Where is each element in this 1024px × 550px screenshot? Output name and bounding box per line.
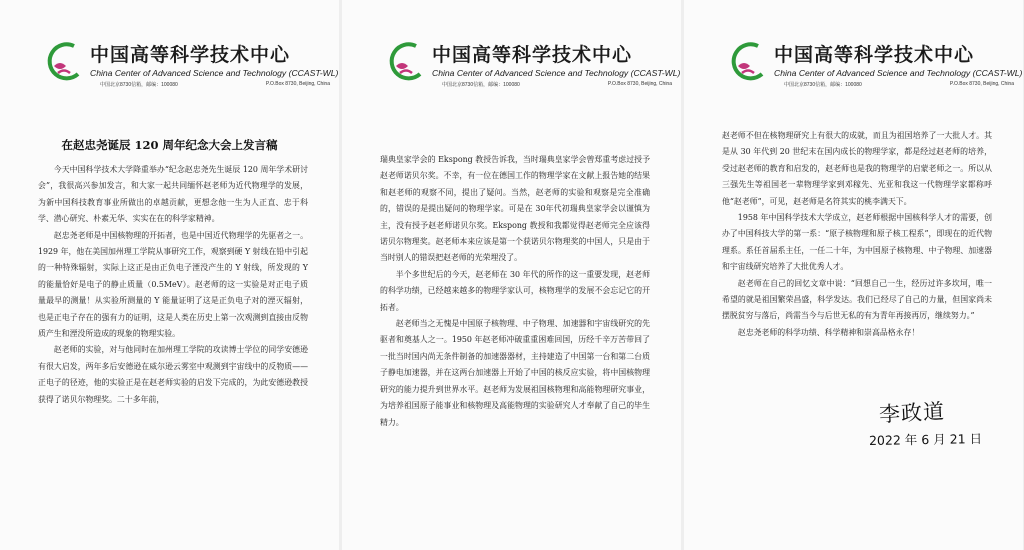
- address-chinese: 中国北京8730信箱，邮编：100080: [442, 82, 520, 88]
- center-english-name: China Center of Advanced Science and Technology (CCAST-WL): [774, 68, 1023, 78]
- ccast-logo: [40, 40, 84, 84]
- paragraph: 赵老师当之无愧是中国原子核物理、中子物理、加速器和宇宙线研究的先驱者和奠基人之一。1950 年赵老师冲破重重困难回国，历经千辛万苦带回了一批当时国内尚无条件制备的加速器器材，主持建造了中国第一台和第二台质子静电加速器，并在这两台加速器上开始了中国的核反应实验，将中国核物理研究的能力提升到世界水平。赵老师为发展祖国核物理和高能物理研究事业，为培养祖国原子能事业和核物理及高能物理的实验研究人才奉献了自己的毕生精力。: [380, 319, 650, 427]
- page-1-body: [38, 162, 308, 408]
- signature-date: 2022 年 6 月 21 日: [868, 431, 983, 448]
- page-2-body: [380, 152, 650, 431]
- letterhead: [40, 30, 339, 100]
- letterhead: [724, 30, 1023, 100]
- center-chinese-name: 中国高等科学技术中心: [432, 44, 633, 66]
- paragraph: 赵老师在自己的回忆文章中说：“回想自己一生，经历过许多坎坷，唯一希望的就是祖国繁荣昌盛，科学发达。我们已经尽了自己的力量，但国家尚未摆脱贫穷与落后，尚需当今与后世无私的有为青年再接再厉，继续努力。”: [722, 278, 992, 321]
- speech-title: 在赵忠尧诞辰 120 周年纪念大会上发言稿: [61, 138, 278, 152]
- letter-page-3: [684, 0, 1023, 550]
- address-english: P.O.Box 8730, Beijing, China: [265, 81, 330, 87]
- letter-page-1: [0, 0, 339, 550]
- ccast-logo: [382, 40, 426, 84]
- page-3-body: [722, 128, 992, 341]
- paragraph: 半个多世纪后的今天，赵老师在 30 年代的所作的这一重要发现，赵老师的科学功绩，已经越来越多的物理学家认可，核物理学的发展不会忘记它的开拓者。: [380, 269, 650, 312]
- center-english-name: China Center of Advanced Science and Technology (CCAST-WL): [90, 68, 339, 78]
- address-english: P.O.Box 8730, Beijing, China: [949, 81, 1014, 87]
- address-english: P.O.Box 8730, Beijing, China: [607, 81, 672, 87]
- address-chinese: 中国北京8730信箱，邮编：100080: [784, 82, 862, 88]
- paragraph: 瑞典皇家学会的 Ekspong 教授告诉我，当时瑞典皇家学会曾郑重考虑过授予赵老师诺贝尔奖。不幸，有一位在德国工作的物理学家在文献上报告她的结果和赵老师的观察不同，提出了疑问。当然，赵老师的实验和观察是完全准确的，错误的是提出疑问的物理学家。可是在 30年代初瑞典皇家学会以谨慎为主，没有授予赵老师诺贝尔奖。Ekspong 教授和我都觉得赵老师完全应该得诺贝尔物理奖。赵老师本来应该是第一个获诺贝尔物理奖的中国人，只是由于当时别人的错误把赵老师的光荣埋没了。: [380, 155, 650, 263]
- letterhead-address: [784, 81, 1014, 88]
- letterhead: [382, 30, 681, 100]
- center-chinese-name: 中国高等科学技术中心: [774, 44, 975, 66]
- paragraph: 赵忠尧老师的科学功绩、科学精神和崇高品格永存！: [737, 327, 920, 337]
- center-chinese-name: 中国高等科学技术中心: [90, 44, 291, 66]
- paragraph: 今天中国科学技术大学降重举办“纪念赵忠尧先生诞辰 120 周年学术研讨会”，我很高兴参加发言，和大家一起共同缅怀赵老师为近代物理学的发展，为新中国科技教育事业所做出的卓越贡献，更想念他一生为人正直、忠于科学、潜心研究、朴素无华、实实在在的科学家精神。: [38, 165, 308, 224]
- paragraph: 赵老师的实验，对与他同时在加州理工学院的攻读博士学位的同学安德逊有很大启发，两年多后安德逊在威尔逊云雾室中观测到宇宙线中的反物质——正电子的径迹，他的实验正是在赵老师实验的启发下完成的，为此安德逊教授获得了诺贝尔物理奖。二十多年前，: [38, 345, 308, 404]
- paragraph: 赵忠尧老师是中国核物理的开拓者，也是中国近代物理学的先驱者之一。1929 年，他在美国加州理工学院从事研究工作，观察到硬 Y 射线在铅中引起的一种特殊辐射，实际上这正是由正负电子湮没产生的 Y 射线，所发现的 Y 的能量恰好是电子的静止质量（0.5MeV）。赵老师的这一实验是对正电子质量最早的测量！从实验所测量的 Y 能量证明了这是正负电子对的湮灭辐射，也是正电子存在的强有力的证明，这是人类在历史上第一次观测到直接由反物质产生和湮没所造成的现象的物理实验。: [38, 230, 308, 339]
- address-chinese: 中国北京8730信箱，邮编：100080: [100, 82, 178, 88]
- letterhead-address: [442, 81, 672, 88]
- handwritten-signature: 李政道: [878, 399, 946, 427]
- paragraph: 赵老师不但在核物理研究上有很大的成就，而且为祖国培养了一大批人才。其是从 30 年代到 20 世纪末在国内成长的物理学家，都是经过赵老师的培养，受过赵老师的教育和启发的，赵老师也是我的物理学的启蒙老师之一。所以从三强先生等祖国老一辈物理学家到邓稼先、光亚和我这一代物理学家都称呼他“赵老师”，可见，赵老师是名符其实的桃李满天下。: [722, 131, 992, 206]
- center-english-name: China Center of Advanced Science and Technology (CCAST-WL): [432, 68, 681, 78]
- letter-page-2: [342, 0, 681, 550]
- ccast-logo: [724, 40, 768, 84]
- letterhead-address: [100, 81, 330, 88]
- paragraph: 1958 年中国科学技术大学成立，赵老师根据中国核科学人才的需要，创办了中国科技大学的第一系：“原子核物理和原子核工程系”，即现在的近代物理系。系任首届系主任，一任二十年，为中国原子核物理、中子物理、加速器和宇宙线研究培养了大批优秀人才。: [722, 213, 992, 272]
